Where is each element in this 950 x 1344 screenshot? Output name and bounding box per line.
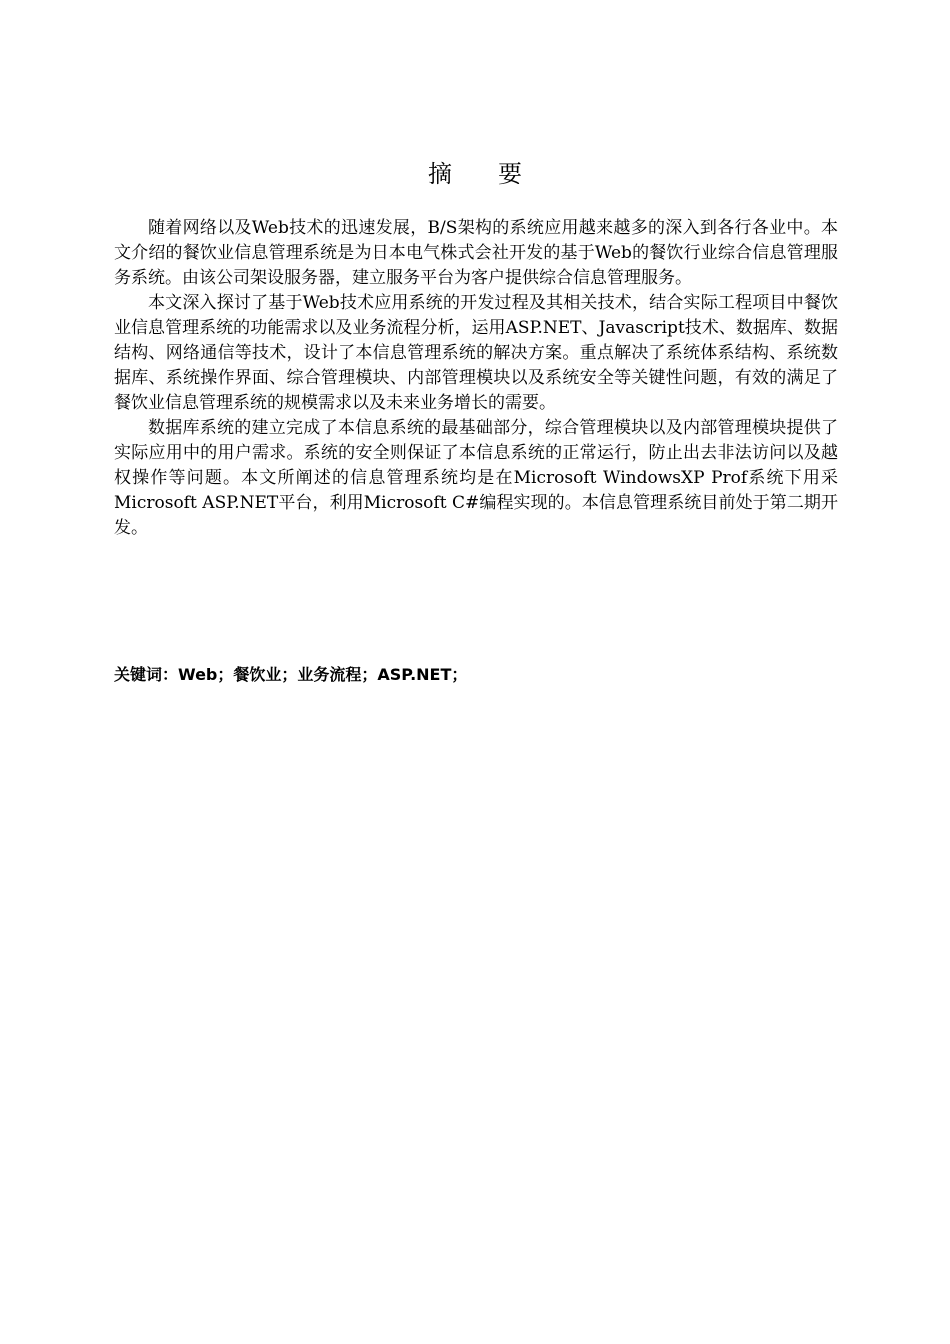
abstract-title: [0, 158, 950, 190]
abstract-paragraph-3: 数据库系统的建立完成了本信息系统的最基础部分，综合管理模块以及内部管理模块提供了实际应用中的用户需求。系统的安全则保证了本信息系统的正常运行，防止出去非法访问以及越权操作等问题。本文所阐述的信息管理系统均是在Microsoft WindowsXP Prof系统下用采Microsoft ASP.NET平台，利用Microsoft C#编程实现的。本信息管理系统目前处于第二期开发。: [114, 418, 838, 538]
keywords-line: 关键词：Web；餐饮业；业务流程；ASP.NET；: [114, 665, 468, 684]
abstract-title-char-2: 要: [498, 160, 522, 188]
abstract-paragraph-1: 随着网络以及Web技术的迅速发展，B/S架构的系统应用越来越多的深入到各行各业中。本文介绍的餐饮业信息管理系统是为日本电气株式会社开发的基于Web的餐饮行业综合信息管理服务系统。由该公司架设服务器，建立服务平台为客户提供综合信息管理服务。: [114, 218, 838, 288]
abstract-paragraph-2: 本文深入探讨了基于Web技术应用系统的开发过程及其相关技术，结合实际工程项目中餐饮业信息管理系统的功能需求以及业务流程分析，运用ASP.NET、Javascript技术、数据库、数据结构、网络通信等技术，设计了本信息管理系统的解决方案。重点解决了系统体系结构、系统数据库、系统操作界面、综合管理模块、内部管理模块以及系统安全等关键性问题，有效的满足了餐饮业信息管理系统的规模需求以及未来业务增长的需要。: [114, 293, 838, 413]
abstract-body: [114, 216, 838, 541]
abstract-title-char-1: 摘: [428, 160, 452, 188]
